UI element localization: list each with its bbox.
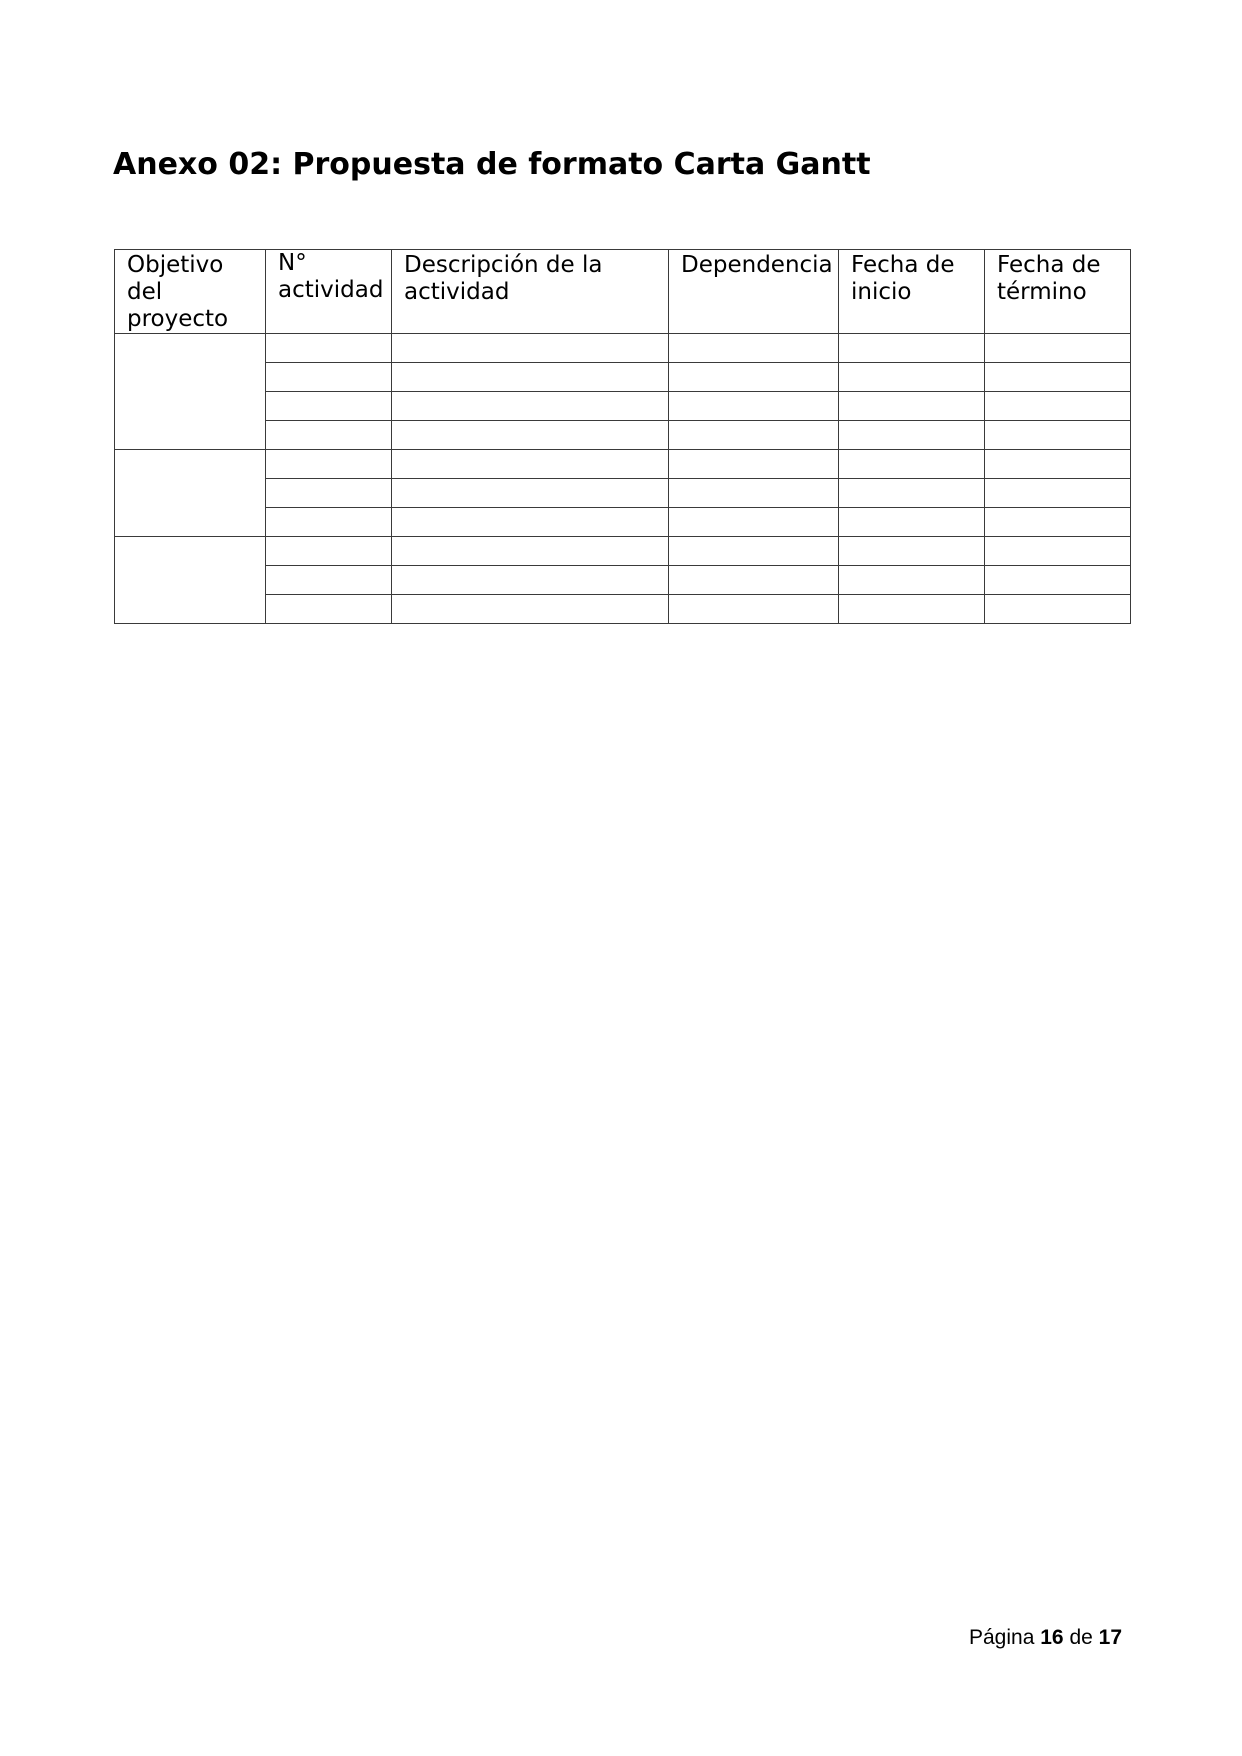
end-date-cell — [985, 566, 1131, 595]
gantt-chart-table — [114, 249, 1131, 624]
description-cell — [392, 392, 669, 421]
objective-cell — [115, 334, 266, 450]
start-date-cell — [839, 508, 985, 537]
header-descripcion: Descripción de la actividad — [392, 250, 669, 334]
end-date-cell — [985, 479, 1131, 508]
activity-number-cell — [266, 595, 392, 624]
dependency-cell — [669, 566, 839, 595]
dependency-cell — [669, 334, 839, 363]
activity-number-cell — [266, 421, 392, 450]
page-title: Anexo 02: Propuesta de formato Carta Gantt — [113, 147, 871, 182]
description-cell — [392, 566, 669, 595]
table-row — [115, 421, 1131, 450]
description-cell — [392, 595, 669, 624]
end-date-cell — [985, 537, 1131, 566]
activity-number-cell — [266, 508, 392, 537]
start-date-cell — [839, 334, 985, 363]
activity-number-cell — [266, 479, 392, 508]
dependency-cell — [669, 392, 839, 421]
dependency-cell — [669, 363, 839, 392]
dependency-cell — [669, 508, 839, 537]
header-objetivo: Objetivo del proyecto — [115, 250, 266, 334]
footer-of-word: de — [1069, 1626, 1093, 1649]
end-date-cell — [985, 508, 1131, 537]
activity-number-cell — [266, 363, 392, 392]
end-date-cell — [985, 421, 1131, 450]
footer-current-page: 16 — [1040, 1626, 1064, 1649]
end-date-cell — [985, 595, 1131, 624]
header-numero-actividad: N° actividad — [266, 250, 392, 334]
table-row — [115, 479, 1131, 508]
start-date-cell — [839, 479, 985, 508]
description-cell — [392, 334, 669, 363]
table-header-row — [115, 250, 1131, 334]
table-body — [115, 334, 1131, 624]
description-cell — [392, 537, 669, 566]
dependency-cell — [669, 479, 839, 508]
dependency-cell — [669, 450, 839, 479]
dependency-cell — [669, 421, 839, 450]
start-date-cell — [839, 363, 985, 392]
page-footer — [969, 1625, 1122, 1651]
activity-number-cell — [266, 392, 392, 421]
end-date-cell — [985, 392, 1131, 421]
footer-total-pages: 17 — [1098, 1626, 1122, 1649]
table-row — [115, 363, 1131, 392]
end-date-cell — [985, 450, 1131, 479]
table-row — [115, 334, 1131, 363]
objective-cell — [115, 450, 266, 537]
table-row — [115, 566, 1131, 595]
start-date-cell — [839, 450, 985, 479]
description-cell — [392, 479, 669, 508]
description-cell — [392, 450, 669, 479]
activity-number-cell — [266, 334, 392, 363]
start-date-cell — [839, 595, 985, 624]
header-dependencia: Dependencia — [669, 250, 839, 334]
start-date-cell — [839, 537, 985, 566]
footer-page-word: Página — [969, 1626, 1035, 1649]
dependency-cell — [669, 537, 839, 566]
header-fecha-inicio: Fecha de inicio — [839, 250, 985, 334]
end-date-cell — [985, 363, 1131, 392]
table-row — [115, 508, 1131, 537]
header-fecha-termino: Fecha de término — [985, 250, 1131, 334]
table-row — [115, 392, 1131, 421]
end-date-cell — [985, 334, 1131, 363]
dependency-cell — [669, 595, 839, 624]
description-cell — [392, 508, 669, 537]
activity-number-cell — [266, 450, 392, 479]
start-date-cell — [839, 566, 985, 595]
start-date-cell — [839, 392, 985, 421]
activity-number-cell — [266, 537, 392, 566]
description-cell — [392, 421, 669, 450]
table-row — [115, 450, 1131, 479]
table-row — [115, 595, 1131, 624]
activity-number-cell — [266, 566, 392, 595]
table-row — [115, 537, 1131, 566]
objective-cell — [115, 537, 266, 624]
description-cell — [392, 363, 669, 392]
start-date-cell — [839, 421, 985, 450]
